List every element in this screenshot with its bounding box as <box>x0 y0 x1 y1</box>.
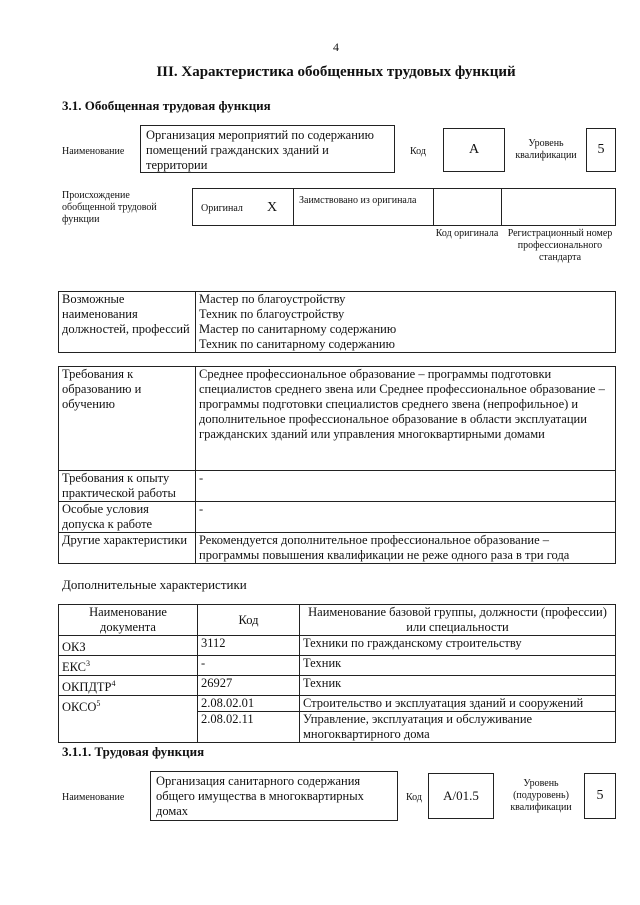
col-doc-header: Наименование документа <box>59 605 198 636</box>
education-value: Среднее профессиональное образование – программы подготовки специалистов среднего звена или Среднее профессиональное образование – программы подготовки специалистов среднего звена (непрофильное) и дополнительное профессиональное образование в области эксплуатации гражданских зданий или управления многоквартирными домами <box>196 367 616 471</box>
gtf-level-value: 5 <box>597 142 605 157</box>
table-row <box>59 636 616 656</box>
row-doc: ЕКС$^3$ <box>59 656 198 676</box>
row-name: Техники по гражданскому строительству <box>300 636 616 656</box>
row-code: - <box>198 656 300 676</box>
tf-level-value: 5 <box>596 788 604 803</box>
other-value: Рекомендуется дополнительное профессиональное образование – программы повышения квалификации не реже одного раза в три года <box>196 533 616 564</box>
origin-reg-label: Регистрационный номер профессионального стандарта <box>507 228 613 263</box>
row-code: 3112 <box>198 636 300 656</box>
tf-heading: 3.1.1. Трудовая функция <box>62 744 205 759</box>
origin-original-label: Оригинал <box>201 203 243 214</box>
gtf-level-box <box>586 128 616 172</box>
education-label: Требования к образованию и обучению <box>59 367 196 471</box>
row-name: Техник <box>300 676 616 696</box>
origin-borrowed-label: Заимствовано из оригинала <box>299 195 417 206</box>
admission-value: - <box>196 502 616 533</box>
other-label: Другие характеристики <box>59 533 196 564</box>
col-name-header: Наименование базовой группы, должности (профессии) или специальности <box>300 605 616 636</box>
row-name: Управление, эксплуатация и обслуживание многоквартирного дома <box>300 712 616 743</box>
tf-name-label: Наименование <box>62 792 125 803</box>
origin-divider <box>293 189 294 225</box>
row-doc: ОКЗ <box>59 636 198 656</box>
requirements-table <box>58 366 616 564</box>
table-row <box>59 676 616 696</box>
table-row <box>59 656 616 676</box>
position-item: Техник по благоустройству <box>199 307 345 321</box>
origin-table <box>192 188 616 226</box>
positions-list <box>196 292 616 353</box>
table-row <box>59 696 616 712</box>
gtf-level-label: Уровень квалификации <box>515 138 577 161</box>
row-doc: ОКПДТР$^4$ <box>59 676 198 696</box>
tf-level-label: Уровень (подуровень) квалификации <box>510 778 572 813</box>
gtf-code-box <box>443 128 505 172</box>
gtf-code-label: Код <box>410 146 426 157</box>
position-item: Мастер по санитарному содержанию <box>199 322 397 336</box>
row-code: 2.08.02.01 <box>198 696 300 712</box>
position-item: Техник по санитарному содержанию <box>199 337 395 351</box>
row-doc: ОКСО$^5$ <box>59 696 198 743</box>
row-name: Строительство и эксплуатация зданий и сооружений <box>300 696 616 712</box>
origin-code-label: Код оригинала <box>435 228 499 239</box>
tf-name-value: Организация санитарного содержания общего имущества в многоквартирных домах <box>156 774 364 818</box>
origin-label: Происхождение обобщенной трудовой функции <box>62 190 157 225</box>
origin-divider <box>433 189 434 225</box>
experience-value: - <box>196 471 616 502</box>
admission-label: Особые условия допуска к работе <box>59 502 196 533</box>
positions-label: Возможные наименования должностей, профессий <box>59 292 196 353</box>
row-name: Техник <box>300 656 616 676</box>
tf-code-label: Код <box>406 792 422 803</box>
tf-name-box <box>150 771 398 821</box>
gtf-heading: 3.1. Обобщенная трудовая функция <box>62 98 271 113</box>
section-title: III. Характеристика обобщенных трудовых функций <box>156 64 516 80</box>
row-code: 26927 <box>198 676 300 696</box>
positions-table <box>58 291 616 353</box>
gtf-code-value: A <box>468 142 480 157</box>
additional-heading: Дополнительные характеристики <box>62 577 247 592</box>
experience-label: Требования к опыту практической работы <box>59 471 196 502</box>
row-code: 2.08.02.11 <box>198 712 300 743</box>
gtf-name-box <box>140 125 395 173</box>
tf-code-value: A/01.5 <box>443 788 479 803</box>
gtf-name-value: Организация мероприятий по содержанию помещений гражданских зданий и территории <box>146 128 374 172</box>
tf-code-box <box>428 773 494 819</box>
position-item: Мастер по благоустройству <box>199 292 346 306</box>
gtf-name-label: Наименование <box>62 146 125 157</box>
col-code-header: Код <box>198 605 300 636</box>
origin-original-mark: X <box>267 200 278 215</box>
additional-table <box>58 604 616 743</box>
tf-level-box <box>584 773 616 819</box>
origin-divider <box>501 189 502 225</box>
page-number: 4 <box>333 40 339 54</box>
